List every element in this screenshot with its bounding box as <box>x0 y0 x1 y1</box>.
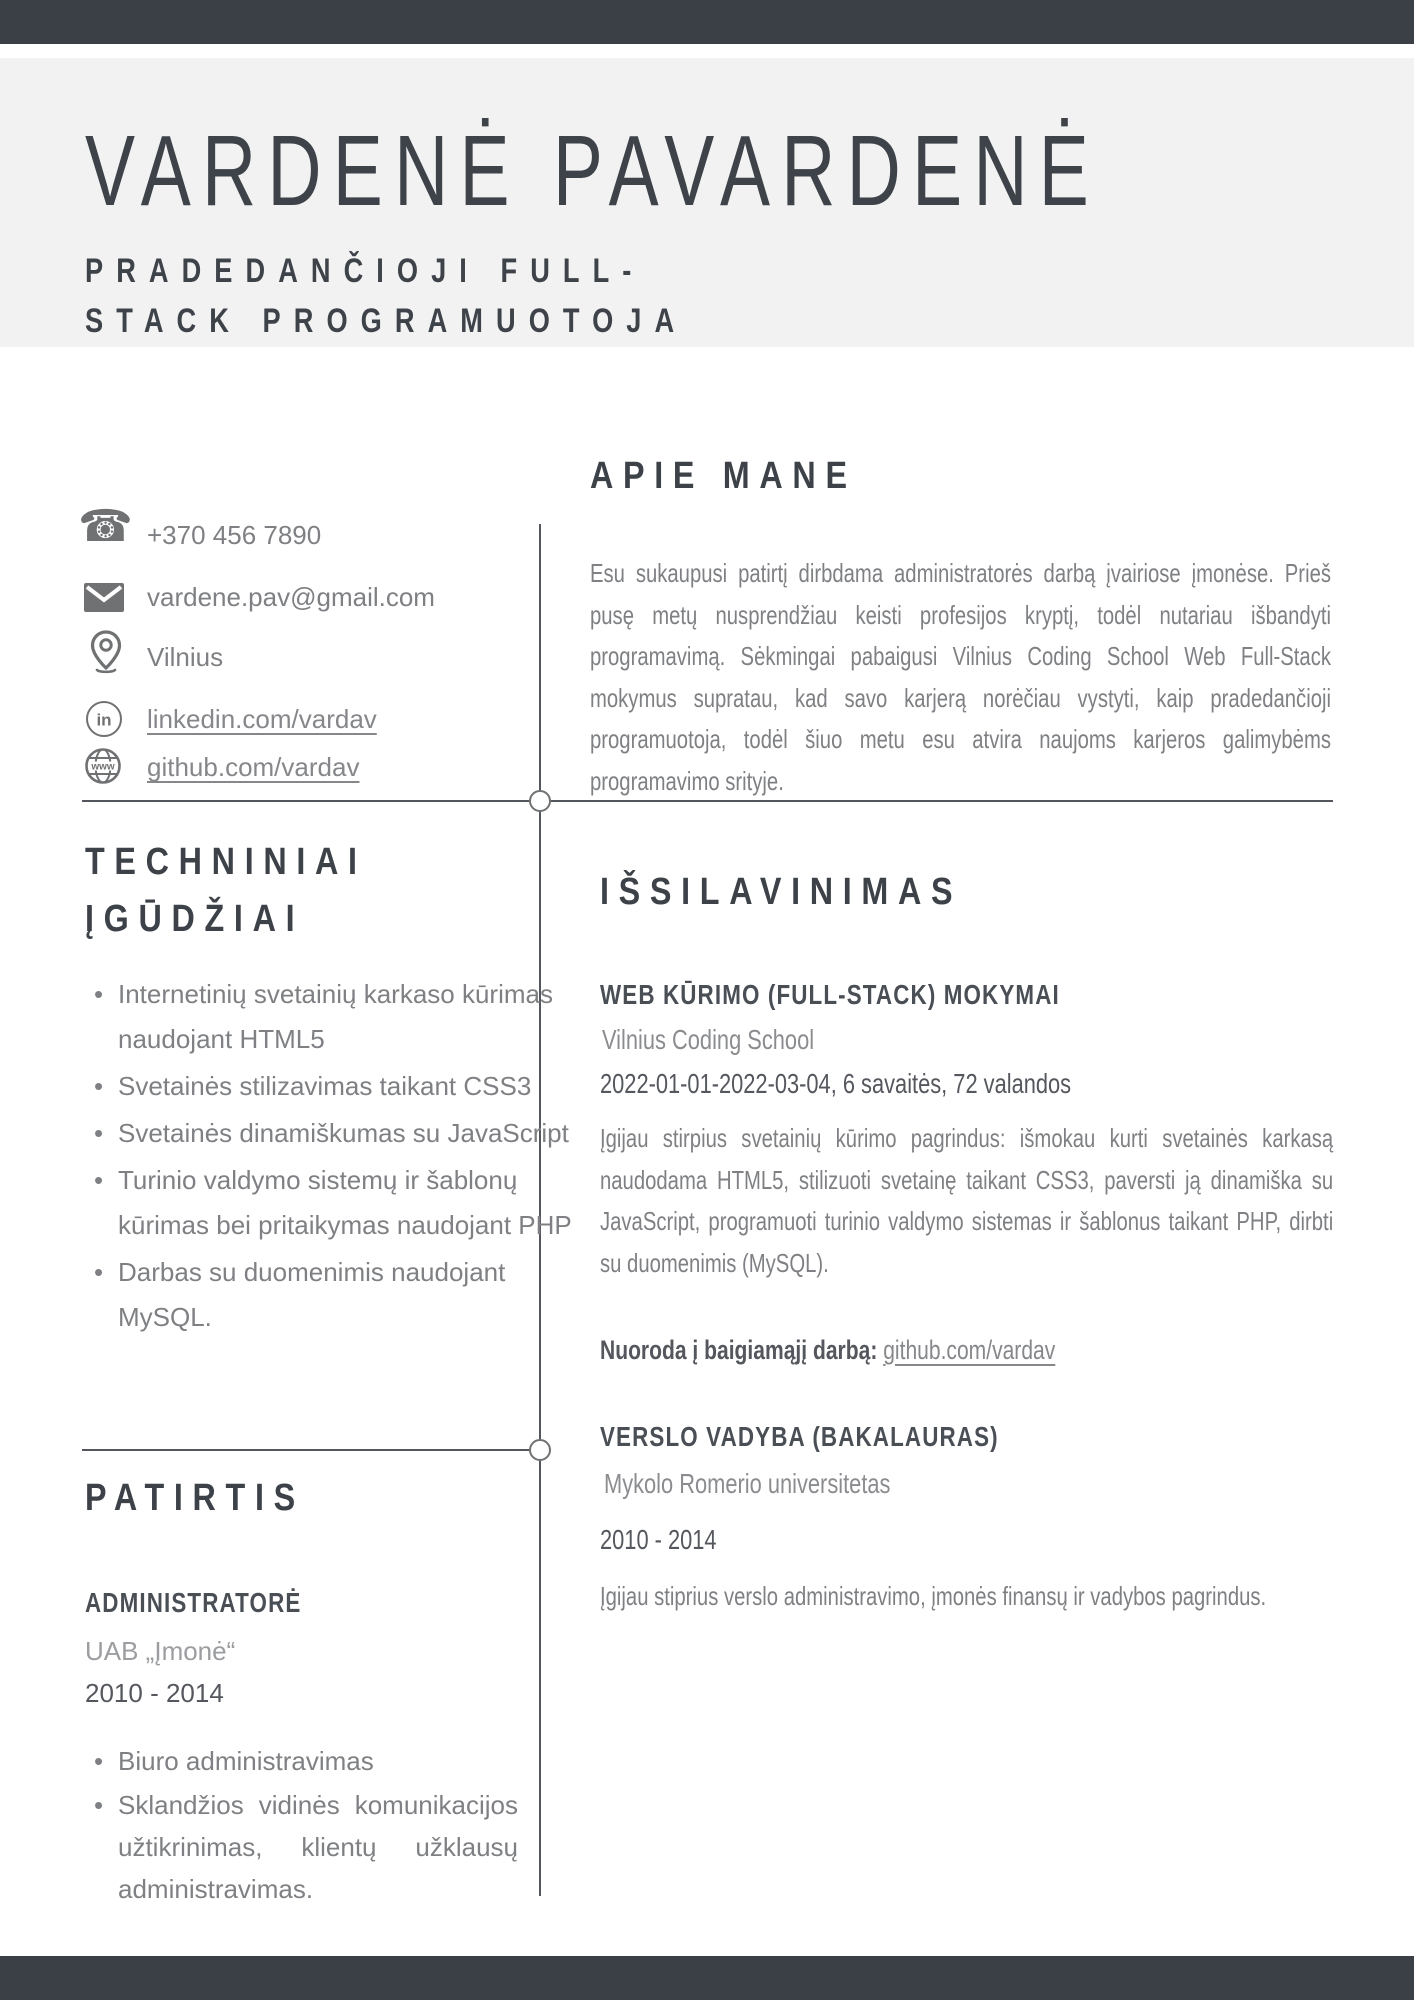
website-globe-icon <box>84 747 122 785</box>
linkedin-icon <box>85 700 123 738</box>
job-company: UAB „Įmonė“ <box>85 1636 236 1666</box>
job-duty-item: • Biuro administravimas <box>92 1740 518 1782</box>
course-description: Įgijau stirpius svetainių kūrimo pagrindus: išmokau kurti svetainės karkasą naudodama HTML5, stilizuoti svetainę taikant CSS3, paversti ją dinamiška su JavaScript, programuoti turinio valdymo sistemas ir šablonus taikant PHP, dirbti su duomenimis (MySQL). <box>600 1123 1334 1278</box>
skill-item: • Turinio valdymo sistemų ir šablonų kūrimas bei pritaikymas naudojant PHP <box>92 1158 588 1248</box>
skill-item: • Darbas su duomenimis naudojant MySQL. <box>92 1250 588 1340</box>
phone-icon: ☎ <box>78 501 133 552</box>
job-duty-item: • Sklandžios vidinės komunikacijos užtikrinimas, klientų užklausų administravimas. <box>92 1784 518 1910</box>
divider-node-circle <box>529 1439 551 1461</box>
github-link[interactable]: github.com/vardav <box>147 752 360 782</box>
email-address: vardene.pav@gmail.com <box>147 582 435 612</box>
degree-description: Įgijau stiprius verslo administravimo, įmonės finansų ir vadybos pagrindus. <box>600 1581 1267 1611</box>
job-duties-list <box>92 1740 518 1912</box>
thesis-link-row <box>600 1332 1055 1368</box>
skill-item: • Internetinių svetainių karkaso kūrimas naudojant HTML5 <box>92 972 588 1062</box>
course-title: WEB KŪRIMO (FULL-STACK) MOKYMAI <box>600 979 1060 1010</box>
linkedin-link[interactable]: linkedin.com/vardav <box>147 704 377 734</box>
education-heading: IŠSILAVINIMAS <box>600 871 963 913</box>
job-title: ADMINISTRATORĖ <box>85 1587 302 1618</box>
degree-title: VERSLO VADYBA (BAKALAURAS) <box>600 1421 999 1452</box>
email-icon <box>84 583 124 612</box>
divider-node-circle <box>529 790 551 812</box>
section-divider-left <box>82 1449 546 1451</box>
about-heading: APIE MANE <box>590 455 857 497</box>
job-period: 2010 - 2014 <box>85 1678 224 1708</box>
degree-school: Mykolo Romerio universitetas <box>604 1468 891 1499</box>
www-glyph: www <box>91 761 115 773</box>
phone-number: +370 456 7890 <box>147 520 322 550</box>
about-paragraph: Esu sukaupusi patirtį dirbdama administratorės darbą įvairiose įmonėse. Prieš pusę metų nusprendžiau keisti profesijos kryptį, todėl nutariau išbandyti programavimą. Sėkmingai pabaigusi Vilnius Coding School Web Full-Stack mokymus supratau, kad savo karjerą norėčiau vystyti, kaip pradedančioji programuotoja, todėl šiuo metu esu atvira naujoms karjeros galimybėms programavimo srityje. <box>590 558 1331 796</box>
course-school: Vilnius Coding School <box>602 1024 815 1055</box>
location-icon <box>90 630 122 674</box>
skill-item: • Svetainės dinamiškumas su JavaScript <box>92 1111 588 1156</box>
experience-heading: PATIRTIS <box>85 1477 305 1519</box>
location-text: Vilnius <box>147 642 224 672</box>
degree-period: 2010 - 2014 <box>600 1524 717 1555</box>
person-job-title: PRADEDANČIOJI FULL-STACK PROGRAMUOTOJA <box>85 252 688 340</box>
bottom-border-bar <box>0 1956 1414 2000</box>
skills-list <box>92 972 588 1342</box>
linkedin-in-glyph: in <box>96 710 112 730</box>
top-border-bar <box>0 0 1414 44</box>
skill-item: • Svetainės stilizavimas taikant CSS3 <box>92 1064 588 1109</box>
person-name: VARDENĖ PAVARDENĖ <box>85 115 1101 227</box>
thesis-link-label: Nuoroda į baigiamąjį darbą: <box>600 1335 878 1365</box>
course-period: 2022-01-01-2022-03-04, 6 savaitės, 72 valandos <box>600 1068 1072 1099</box>
thesis-github-link[interactable]: github.com/vardav <box>883 1335 1056 1365</box>
skills-heading: TECHNINIAI ĮGŪDŽIAI <box>85 841 367 940</box>
